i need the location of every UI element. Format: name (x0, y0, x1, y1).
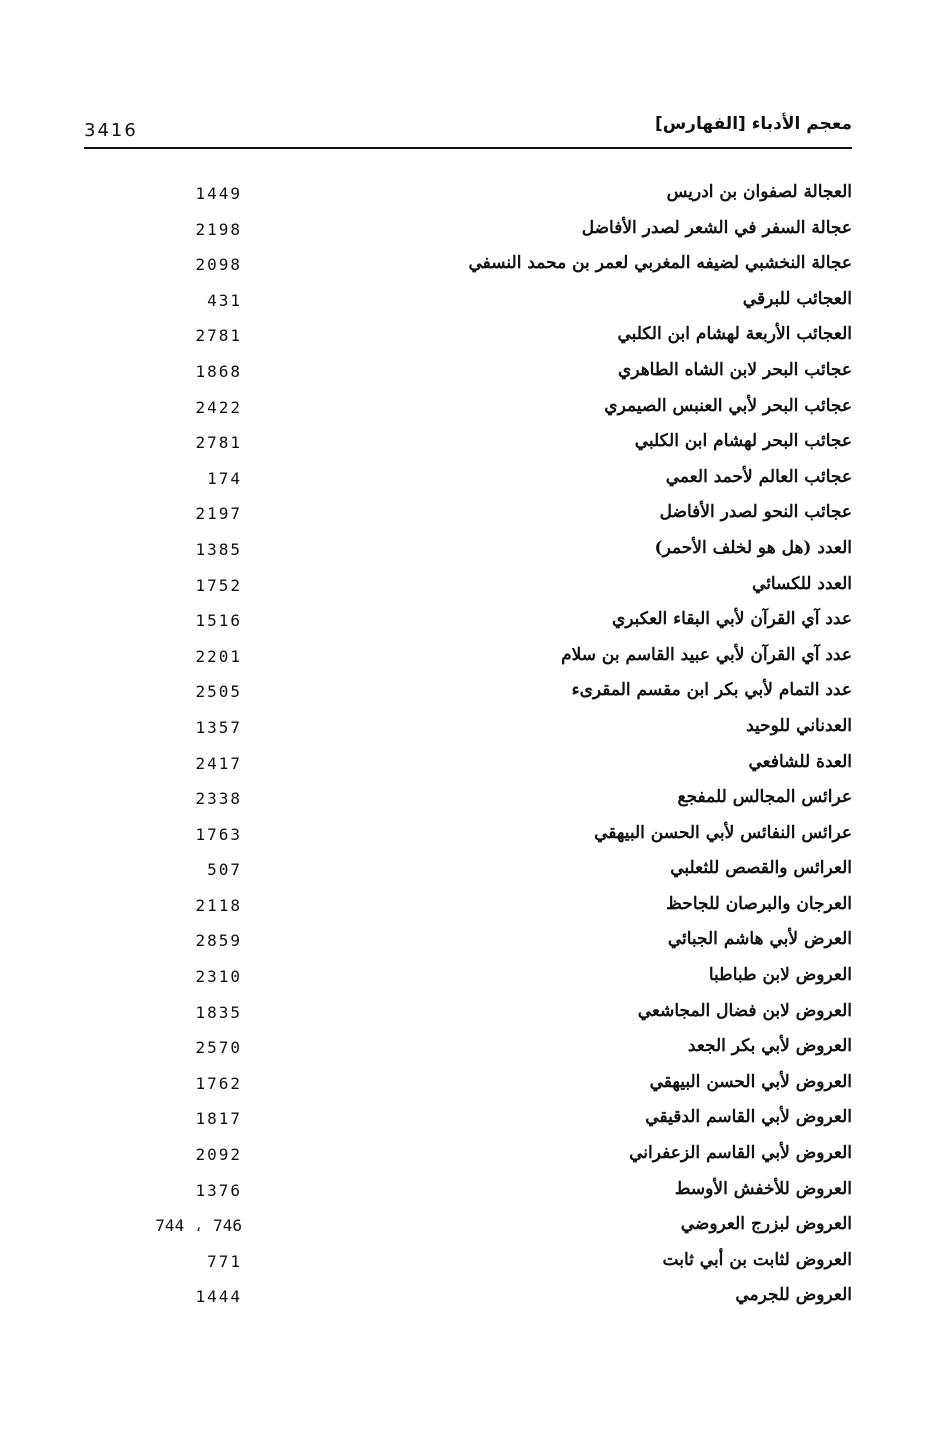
entry-title: العروض لابن فضال المجاشعي (637, 1000, 852, 1021)
entry-pages: 2417 (195, 753, 242, 773)
entry-pages: 507 (207, 860, 242, 880)
entry-pages: 2422 (195, 397, 242, 417)
entry-title: العروض لأبي بكر الجعد (687, 1036, 852, 1057)
index-entry (0, 249, 932, 285)
index-entry (0, 748, 932, 784)
entry-title: عجالة النخشبي لضيفه المغربي لعمر بن محمد النسفي (468, 253, 852, 274)
entry-title: العجائب الأربعة لهشام ابن الكلبي (617, 324, 852, 345)
entry-pages: 174 (207, 468, 242, 488)
entry-pages: 2098 (195, 255, 242, 275)
entry-title: العروض للأخفش الأوسط (674, 1178, 852, 1199)
index-entry (0, 1032, 932, 1068)
entry-pages: 1449 (195, 184, 242, 203)
index-entry (0, 925, 932, 961)
index-entry (0, 712, 932, 748)
entry-title: العدة للشافعي (748, 751, 852, 772)
entry-title: العجالة لصفوان بن ادريس (666, 182, 852, 202)
index-entry (0, 783, 932, 819)
entry-pages: 771 (207, 1251, 242, 1271)
index-entry (0, 427, 932, 463)
index-entry (0, 676, 932, 712)
entry-pages: 1835 (195, 1002, 242, 1022)
page-number: 3416 (84, 120, 138, 141)
index-entry (0, 854, 932, 890)
entry-title: العروض لابن طباطبا (708, 965, 852, 986)
index-entry (0, 1139, 932, 1175)
entry-pages: 2197 (195, 504, 242, 524)
entry-pages: 744 ، 746 (155, 1216, 242, 1236)
entry-title: عرائس النفائس لأبي الحسن البيهقي (594, 822, 852, 843)
entry-title: العرجان والبرصان للجاحظ (666, 893, 852, 914)
entry-pages: 1516 (195, 611, 242, 631)
index-entry (0, 641, 932, 677)
entry-title: عجائب البحر لابن الشاه الطاهري (618, 359, 852, 380)
entry-pages: 2310 (195, 967, 242, 987)
page-header (84, 110, 852, 150)
entry-pages: 2859 (195, 931, 242, 951)
entry-title: العروض لأبي القاسم الدقيقي (645, 1107, 852, 1128)
entry-title: عدد التمام لأبي بكر ابن مقسم المقرىء (571, 680, 852, 701)
entry-title: عجائب النحو لصدر الأفاضل (659, 502, 852, 523)
index-entry (0, 498, 932, 534)
index-entry (0, 1103, 932, 1139)
index-entry (0, 1068, 932, 1104)
entry-pages: 2570 (195, 1038, 242, 1058)
index-entry (0, 1210, 932, 1246)
entry-pages: 2781 (195, 433, 242, 453)
entry-title: عجالة السفر في الشعر لصدر الأفاضل (581, 217, 852, 238)
index-entry (0, 320, 932, 356)
entry-pages: 1817 (195, 1109, 242, 1129)
entry-title: العدناني للوحيد (746, 715, 852, 736)
index-entry (0, 534, 932, 570)
entry-pages: 1752 (195, 575, 242, 595)
index-entry (0, 285, 932, 321)
entry-pages: 2092 (195, 1145, 242, 1165)
entry-pages: 2198 (195, 219, 242, 239)
entry-title: عدد آي القرآن لأبي البقاء العكبري (611, 609, 852, 630)
index-entry (0, 890, 932, 926)
entry-title: عجائب البحر لهشام ابن الكلبي (634, 431, 852, 452)
entry-title: العرائس والقصص للثعلبي (670, 858, 852, 879)
index-entry (0, 1246, 932, 1282)
entry-title: عجائب العالم لأحمد العمي (665, 466, 852, 487)
entry-pages: 2505 (195, 682, 242, 702)
index-entry (0, 463, 932, 499)
entry-title: عرائس المجالس للمفجع (677, 787, 852, 808)
index-entry (0, 605, 932, 641)
entry-title: العروض لثابت بن أبي ثابت (662, 1249, 852, 1270)
entry-title: العدد (هل هو لخلف الأحمر) (654, 537, 852, 558)
entry-title: العرض لأبي هاشم الجبائي (667, 929, 852, 950)
index-entry (0, 214, 932, 250)
entry-title: العروض لأبي الحسن البيهقي (649, 1071, 852, 1092)
entry-pages: 431 (207, 290, 242, 310)
index-list (0, 178, 932, 1317)
entry-title: العدد للكسائي (752, 573, 852, 594)
entry-title: عدد آي القرآن لأبي عبيد القاسم بن سلام (561, 644, 852, 665)
entry-title: العروض للجرمي (735, 1285, 852, 1306)
entry-title: عجائب البحر لأبي العنبس الصيمري (604, 395, 852, 416)
entry-pages: 1444 (195, 1287, 242, 1307)
index-entry (0, 1281, 932, 1317)
header-rule (84, 147, 852, 149)
entry-title: العجائب للبرقي (742, 288, 852, 309)
entry-pages: 1868 (195, 361, 242, 381)
index-entry (0, 178, 932, 214)
index-entry (0, 1175, 932, 1211)
index-entry (0, 392, 932, 428)
entry-pages: 2781 (195, 326, 242, 346)
running-title: معجم الأدباء [الفهارس] (654, 114, 852, 134)
entry-pages: 1357 (195, 717, 242, 737)
entry-title: العروض لبزرج العروضي (680, 1214, 852, 1235)
entry-pages: 1762 (195, 1073, 242, 1093)
entry-pages: 1763 (195, 824, 242, 844)
index-entry (0, 961, 932, 997)
index-entry (0, 356, 932, 392)
entry-pages: 1385 (195, 539, 242, 559)
index-entry (0, 570, 932, 606)
index-entry (0, 819, 932, 855)
entry-pages: 2201 (195, 646, 242, 666)
entry-pages: 2118 (195, 895, 242, 915)
entry-title: العروض لأبي القاسم الزعفراني (629, 1143, 852, 1164)
entry-pages: 2338 (195, 789, 242, 809)
entry-pages: 1376 (195, 1180, 242, 1200)
index-entry (0, 997, 932, 1033)
